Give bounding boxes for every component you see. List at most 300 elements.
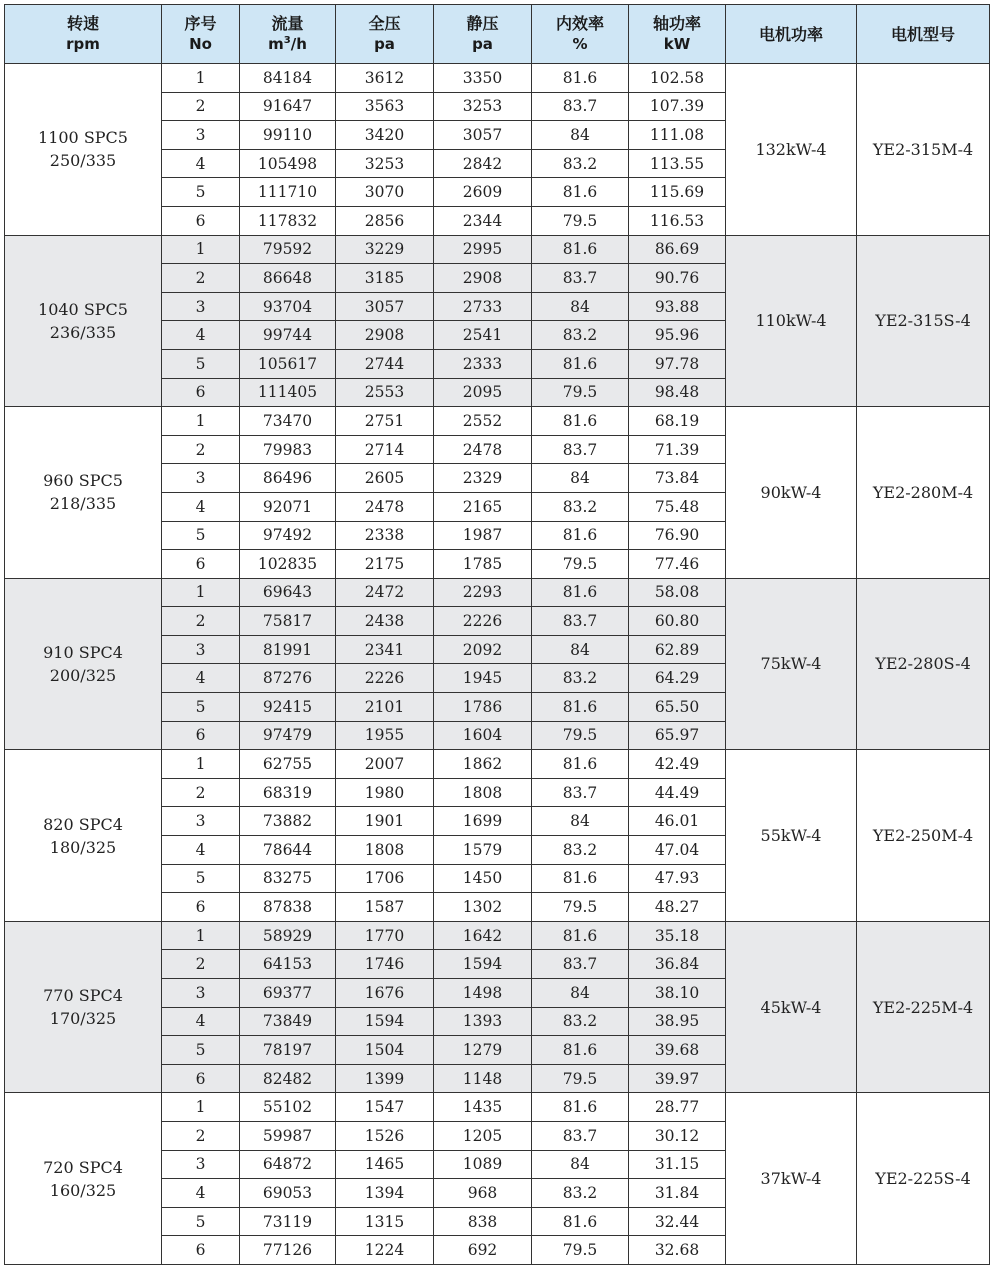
shaft-power-cell: 31.15 xyxy=(629,1150,726,1179)
shaft-power-cell: 65.50 xyxy=(629,693,726,722)
header-shaft-power: 轴功率 kW xyxy=(629,5,726,64)
table-row xyxy=(5,407,990,436)
shaft-power-cell: 44.49 xyxy=(629,778,726,807)
no-cell: 4 xyxy=(162,492,240,521)
shaft-power-cell: 115.69 xyxy=(629,178,726,207)
shaft-power-cell: 28.77 xyxy=(629,1093,726,1122)
model-size-label: 160/325 xyxy=(49,1180,117,1200)
efficiency-cell: 84 xyxy=(532,1150,629,1179)
no-cell: 1 xyxy=(162,407,240,436)
static-pressure-cell: 2552 xyxy=(434,407,532,436)
shaft-power-cell: 64.29 xyxy=(629,664,726,693)
static-pressure-cell: 1945 xyxy=(434,664,532,693)
motor-model-cell: YE2-280M-4 xyxy=(857,407,990,579)
table-row xyxy=(5,750,990,779)
flow-cell: 86496 xyxy=(240,464,336,493)
shaft-power-cell: 60.80 xyxy=(629,607,726,636)
model-size-label: 180/325 xyxy=(49,837,117,857)
flow-cell: 81991 xyxy=(240,635,336,664)
total-pressure-cell: 2856 xyxy=(336,206,434,235)
static-pressure-cell: 1205 xyxy=(434,1121,532,1150)
total-pressure-cell: 2553 xyxy=(336,378,434,407)
shaft-power-cell: 93.88 xyxy=(629,292,726,321)
total-pressure-cell: 1901 xyxy=(336,807,434,836)
flow-cell: 79592 xyxy=(240,235,336,264)
total-pressure-cell: 1399 xyxy=(336,1064,434,1093)
static-pressure-cell: 1808 xyxy=(434,778,532,807)
no-cell: 2 xyxy=(162,778,240,807)
total-pressure-cell: 1706 xyxy=(336,864,434,893)
speed-cell xyxy=(5,1093,162,1265)
static-pressure-cell: 1279 xyxy=(434,1036,532,1065)
header-row xyxy=(5,5,990,64)
speed-cell xyxy=(5,235,162,407)
static-pressure-cell: 1642 xyxy=(434,921,532,950)
motor-model-cell: YE2-315S-4 xyxy=(857,235,990,407)
total-pressure-cell: 2908 xyxy=(336,321,434,350)
model-size-label: 218/335 xyxy=(49,494,117,514)
shaft-power-cell: 38.10 xyxy=(629,979,726,1008)
header-static-pressure: 静压 pa xyxy=(434,5,532,64)
efficiency-cell: 84 xyxy=(532,464,629,493)
static-pressure-cell: 2908 xyxy=(434,264,532,293)
efficiency-cell: 81.6 xyxy=(532,921,629,950)
shaft-power-cell: 39.97 xyxy=(629,1064,726,1093)
efficiency-cell: 81.6 xyxy=(532,1093,629,1122)
static-pressure-cell: 2478 xyxy=(434,435,532,464)
static-pressure-cell: 1987 xyxy=(434,521,532,550)
no-cell: 1 xyxy=(162,235,240,264)
no-cell: 6 xyxy=(162,1236,240,1265)
efficiency-cell: 83.7 xyxy=(532,264,629,293)
total-pressure-cell: 2101 xyxy=(336,693,434,722)
static-pressure-cell: 1498 xyxy=(434,979,532,1008)
header-motor-model: 电机型号 xyxy=(857,5,990,64)
total-pressure-cell: 2175 xyxy=(336,550,434,579)
shaft-power-cell: 47.04 xyxy=(629,836,726,865)
motor-model-cell: YE2-225S-4 xyxy=(857,1093,990,1265)
efficiency-cell: 79.5 xyxy=(532,378,629,407)
flow-cell: 99110 xyxy=(240,121,336,150)
static-pressure-cell: 1579 xyxy=(434,836,532,865)
total-pressure-cell: 1504 xyxy=(336,1036,434,1065)
motor-model-cell: YE2-280S-4 xyxy=(857,578,990,750)
flow-cell: 69377 xyxy=(240,979,336,1008)
efficiency-cell: 81.6 xyxy=(532,235,629,264)
shaft-power-cell: 71.39 xyxy=(629,435,726,464)
motor-model-cell: YE2-315M-4 xyxy=(857,64,990,236)
efficiency-cell: 81.6 xyxy=(532,1036,629,1065)
total-pressure-cell: 1394 xyxy=(336,1179,434,1208)
no-cell: 5 xyxy=(162,178,240,207)
total-pressure-cell: 1676 xyxy=(336,979,434,1008)
flow-cell: 79983 xyxy=(240,435,336,464)
static-pressure-cell: 3253 xyxy=(434,92,532,121)
flow-cell: 92071 xyxy=(240,492,336,521)
efficiency-cell: 83.2 xyxy=(532,321,629,350)
flow-cell: 58929 xyxy=(240,921,336,950)
total-pressure-cell: 1594 xyxy=(336,1007,434,1036)
model-size-label: 236/335 xyxy=(49,322,117,342)
static-pressure-cell: 2733 xyxy=(434,292,532,321)
total-pressure-cell: 1465 xyxy=(336,1150,434,1179)
efficiency-cell: 83.7 xyxy=(532,950,629,979)
efficiency-cell: 83.7 xyxy=(532,778,629,807)
static-pressure-cell: 2344 xyxy=(434,206,532,235)
total-pressure-cell: 3229 xyxy=(336,235,434,264)
total-pressure-cell: 3185 xyxy=(336,264,434,293)
no-cell: 3 xyxy=(162,292,240,321)
motor-power-cell: 45kW-4 xyxy=(726,921,857,1093)
static-pressure-cell: 692 xyxy=(434,1236,532,1265)
no-cell: 3 xyxy=(162,464,240,493)
model-size-label: 250/335 xyxy=(49,151,117,171)
no-cell: 2 xyxy=(162,264,240,293)
flow-cell: 84184 xyxy=(240,64,336,93)
flow-cell: 97479 xyxy=(240,721,336,750)
efficiency-cell: 84 xyxy=(532,292,629,321)
flow-cell: 117832 xyxy=(240,206,336,235)
static-pressure-cell: 1148 xyxy=(434,1064,532,1093)
efficiency-cell: 81.6 xyxy=(532,349,629,378)
total-pressure-cell: 1980 xyxy=(336,778,434,807)
efficiency-cell: 79.5 xyxy=(532,1236,629,1265)
shaft-power-cell: 90.76 xyxy=(629,264,726,293)
total-pressure-cell: 2714 xyxy=(336,435,434,464)
no-cell: 4 xyxy=(162,1179,240,1208)
no-cell: 6 xyxy=(162,1064,240,1093)
flow-cell: 92415 xyxy=(240,693,336,722)
shaft-power-cell: 98.48 xyxy=(629,378,726,407)
speed-cell xyxy=(5,407,162,579)
flow-cell: 99744 xyxy=(240,321,336,350)
shaft-power-cell: 46.01 xyxy=(629,807,726,836)
no-cell: 5 xyxy=(162,521,240,550)
efficiency-cell: 79.5 xyxy=(532,550,629,579)
table-row xyxy=(5,921,990,950)
speed-cell xyxy=(5,64,162,236)
no-cell: 2 xyxy=(162,1121,240,1150)
table-row xyxy=(5,1093,990,1122)
speed-label: 1040 SPC5 xyxy=(38,299,128,319)
shaft-power-cell: 35.18 xyxy=(629,921,726,950)
no-cell: 1 xyxy=(162,578,240,607)
total-pressure-cell: 1770 xyxy=(336,921,434,950)
no-cell: 6 xyxy=(162,893,240,922)
efficiency-cell: 79.5 xyxy=(532,206,629,235)
static-pressure-cell: 1786 xyxy=(434,693,532,722)
no-cell: 5 xyxy=(162,1036,240,1065)
no-cell: 2 xyxy=(162,607,240,636)
speed-label: 910 SPC4 xyxy=(43,642,123,662)
flow-cell: 105498 xyxy=(240,149,336,178)
no-cell: 6 xyxy=(162,206,240,235)
header-total-pressure: 全压 pa xyxy=(336,5,434,64)
motor-power-cell: 90kW-4 xyxy=(726,407,857,579)
static-pressure-cell: 2293 xyxy=(434,578,532,607)
motor-model-cell: YE2-250M-4 xyxy=(857,750,990,922)
efficiency-cell: 84 xyxy=(532,807,629,836)
flow-cell: 105617 xyxy=(240,349,336,378)
static-pressure-cell: 1699 xyxy=(434,807,532,836)
shaft-power-cell: 76.90 xyxy=(629,521,726,550)
efficiency-cell: 81.6 xyxy=(532,407,629,436)
total-pressure-cell: 2478 xyxy=(336,492,434,521)
total-pressure-cell: 2341 xyxy=(336,635,434,664)
total-pressure-cell: 1547 xyxy=(336,1093,434,1122)
static-pressure-cell: 2329 xyxy=(434,464,532,493)
no-cell: 1 xyxy=(162,921,240,950)
shaft-power-cell: 32.68 xyxy=(629,1236,726,1265)
efficiency-cell: 81.6 xyxy=(532,750,629,779)
flow-cell: 82482 xyxy=(240,1064,336,1093)
efficiency-cell: 84 xyxy=(532,979,629,1008)
total-pressure-cell: 1587 xyxy=(336,893,434,922)
efficiency-cell: 83.7 xyxy=(532,1121,629,1150)
speed-cell xyxy=(5,750,162,922)
shaft-power-cell: 68.19 xyxy=(629,407,726,436)
shaft-power-cell: 95.96 xyxy=(629,321,726,350)
no-cell: 3 xyxy=(162,807,240,836)
total-pressure-cell: 2338 xyxy=(336,521,434,550)
flow-cell: 69053 xyxy=(240,1179,336,1208)
total-pressure-cell: 2007 xyxy=(336,750,434,779)
total-pressure-cell: 1808 xyxy=(336,836,434,865)
total-pressure-cell: 2226 xyxy=(336,664,434,693)
shaft-power-cell: 116.53 xyxy=(629,206,726,235)
flow-cell: 111710 xyxy=(240,178,336,207)
no-cell: 5 xyxy=(162,864,240,893)
shaft-power-cell: 77.46 xyxy=(629,550,726,579)
speed-label: 820 SPC4 xyxy=(43,814,123,834)
efficiency-cell: 83.2 xyxy=(532,492,629,521)
speed-label: 770 SPC4 xyxy=(43,986,123,1006)
flow-cell: 93704 xyxy=(240,292,336,321)
flow-cell: 59987 xyxy=(240,1121,336,1150)
shaft-power-cell: 75.48 xyxy=(629,492,726,521)
flow-cell: 73119 xyxy=(240,1207,336,1236)
flow-cell: 64872 xyxy=(240,1150,336,1179)
static-pressure-cell: 2095 xyxy=(434,378,532,407)
efficiency-cell: 79.5 xyxy=(532,721,629,750)
total-pressure-cell: 1315 xyxy=(336,1207,434,1236)
total-pressure-cell: 1955 xyxy=(336,721,434,750)
total-pressure-cell: 3612 xyxy=(336,64,434,93)
flow-cell: 68319 xyxy=(240,778,336,807)
shaft-power-cell: 111.08 xyxy=(629,121,726,150)
fan-performance-table xyxy=(4,4,990,1265)
shaft-power-cell: 73.84 xyxy=(629,464,726,493)
flow-cell: 86648 xyxy=(240,264,336,293)
no-cell: 5 xyxy=(162,349,240,378)
efficiency-cell: 84 xyxy=(532,635,629,664)
flow-cell: 97492 xyxy=(240,521,336,550)
static-pressure-cell: 2609 xyxy=(434,178,532,207)
total-pressure-cell: 3070 xyxy=(336,178,434,207)
motor-power-cell: 132kW-4 xyxy=(726,64,857,236)
flow-cell: 64153 xyxy=(240,950,336,979)
flow-cell: 83275 xyxy=(240,864,336,893)
static-pressure-cell: 2842 xyxy=(434,149,532,178)
no-cell: 6 xyxy=(162,721,240,750)
flow-cell: 75817 xyxy=(240,607,336,636)
motor-power-cell: 55kW-4 xyxy=(726,750,857,922)
no-cell: 2 xyxy=(162,92,240,121)
flow-cell: 91647 xyxy=(240,92,336,121)
efficiency-cell: 83.7 xyxy=(532,435,629,464)
motor-model-cell: YE2-225M-4 xyxy=(857,921,990,1093)
speed-label: 720 SPC4 xyxy=(43,1157,123,1177)
no-cell: 5 xyxy=(162,693,240,722)
static-pressure-cell: 1450 xyxy=(434,864,532,893)
no-cell: 4 xyxy=(162,1007,240,1036)
flow-cell: 69643 xyxy=(240,578,336,607)
efficiency-cell: 79.5 xyxy=(532,1064,629,1093)
shaft-power-cell: 65.97 xyxy=(629,721,726,750)
speed-cell xyxy=(5,578,162,750)
static-pressure-cell: 1435 xyxy=(434,1093,532,1122)
total-pressure-cell: 2605 xyxy=(336,464,434,493)
static-pressure-cell: 3350 xyxy=(434,64,532,93)
speed-cell xyxy=(5,921,162,1093)
shaft-power-cell: 58.08 xyxy=(629,578,726,607)
efficiency-cell: 84 xyxy=(532,121,629,150)
shaft-power-cell: 48.27 xyxy=(629,893,726,922)
table-row xyxy=(5,235,990,264)
efficiency-cell: 81.6 xyxy=(532,521,629,550)
no-cell: 5 xyxy=(162,1207,240,1236)
total-pressure-cell: 2744 xyxy=(336,349,434,378)
shaft-power-cell: 36.84 xyxy=(629,950,726,979)
no-cell: 3 xyxy=(162,121,240,150)
no-cell: 4 xyxy=(162,664,240,693)
no-cell: 2 xyxy=(162,950,240,979)
total-pressure-cell: 3563 xyxy=(336,92,434,121)
shaft-power-cell: 39.68 xyxy=(629,1036,726,1065)
efficiency-cell: 81.6 xyxy=(532,864,629,893)
static-pressure-cell: 2541 xyxy=(434,321,532,350)
efficiency-cell: 83.2 xyxy=(532,149,629,178)
flow-cell: 73470 xyxy=(240,407,336,436)
no-cell: 3 xyxy=(162,1150,240,1179)
total-pressure-cell: 1224 xyxy=(336,1236,434,1265)
shaft-power-cell: 42.49 xyxy=(629,750,726,779)
static-pressure-cell: 1089 xyxy=(434,1150,532,1179)
total-pressure-cell: 1746 xyxy=(336,950,434,979)
shaft-power-cell: 113.55 xyxy=(629,149,726,178)
total-pressure-cell: 1526 xyxy=(336,1121,434,1150)
header-no: 序号 No xyxy=(162,5,240,64)
speed-label: 960 SPC5 xyxy=(43,471,123,491)
no-cell: 2 xyxy=(162,435,240,464)
flow-cell: 73882 xyxy=(240,807,336,836)
shaft-power-cell: 47.93 xyxy=(629,864,726,893)
efficiency-cell: 81.6 xyxy=(532,578,629,607)
shaft-power-cell: 102.58 xyxy=(629,64,726,93)
model-size-label: 170/325 xyxy=(49,1009,117,1029)
no-cell: 3 xyxy=(162,979,240,1008)
motor-power-cell: 110kW-4 xyxy=(726,235,857,407)
static-pressure-cell: 2092 xyxy=(434,635,532,664)
shaft-power-cell: 97.78 xyxy=(629,349,726,378)
no-cell: 4 xyxy=(162,321,240,350)
table-row xyxy=(5,64,990,93)
flow-cell: 78197 xyxy=(240,1036,336,1065)
header-speed: 转速 rpm xyxy=(5,5,162,64)
no-cell: 1 xyxy=(162,64,240,93)
efficiency-cell: 83.7 xyxy=(532,92,629,121)
flow-cell: 87276 xyxy=(240,664,336,693)
static-pressure-cell: 3057 xyxy=(434,121,532,150)
static-pressure-cell: 968 xyxy=(434,1179,532,1208)
efficiency-cell: 83.2 xyxy=(532,664,629,693)
total-pressure-cell: 3253 xyxy=(336,149,434,178)
static-pressure-cell: 1604 xyxy=(434,721,532,750)
shaft-power-cell: 107.39 xyxy=(629,92,726,121)
flow-cell: 111405 xyxy=(240,378,336,407)
static-pressure-cell: 1302 xyxy=(434,893,532,922)
total-pressure-cell: 2438 xyxy=(336,607,434,636)
static-pressure-cell: 2165 xyxy=(434,492,532,521)
efficiency-cell: 81.6 xyxy=(532,178,629,207)
model-size-label: 200/325 xyxy=(49,665,117,685)
efficiency-cell: 83.2 xyxy=(532,836,629,865)
static-pressure-cell: 1393 xyxy=(434,1007,532,1036)
flow-cell: 55102 xyxy=(240,1093,336,1122)
no-cell: 4 xyxy=(162,149,240,178)
efficiency-cell: 81.6 xyxy=(532,1207,629,1236)
flow-cell: 78644 xyxy=(240,836,336,865)
no-cell: 4 xyxy=(162,836,240,865)
efficiency-cell: 83.2 xyxy=(532,1179,629,1208)
total-pressure-cell: 3420 xyxy=(336,121,434,150)
header-efficiency: 内效率 % xyxy=(532,5,629,64)
shaft-power-cell: 30.12 xyxy=(629,1121,726,1150)
shaft-power-cell: 31.84 xyxy=(629,1179,726,1208)
static-pressure-cell: 2995 xyxy=(434,235,532,264)
static-pressure-cell: 838 xyxy=(434,1207,532,1236)
shaft-power-cell: 32.44 xyxy=(629,1207,726,1236)
table-row xyxy=(5,578,990,607)
motor-power-cell: 75kW-4 xyxy=(726,578,857,750)
efficiency-cell: 81.6 xyxy=(532,64,629,93)
static-pressure-cell: 1594 xyxy=(434,950,532,979)
total-pressure-cell: 3057 xyxy=(336,292,434,321)
static-pressure-cell: 2333 xyxy=(434,349,532,378)
shaft-power-cell: 86.69 xyxy=(629,235,726,264)
no-cell: 6 xyxy=(162,378,240,407)
header-flow: 流量 $m^3/h$ xyxy=(240,5,336,64)
flow-cell: 73849 xyxy=(240,1007,336,1036)
no-cell: 3 xyxy=(162,635,240,664)
flow-cell: 62755 xyxy=(240,750,336,779)
no-cell: 6 xyxy=(162,550,240,579)
header-motor-power: 电机功率 xyxy=(726,5,857,64)
no-cell: 1 xyxy=(162,750,240,779)
total-pressure-cell: 2472 xyxy=(336,578,434,607)
efficiency-cell: 81.6 xyxy=(532,693,629,722)
static-pressure-cell: 1862 xyxy=(434,750,532,779)
shaft-power-cell: 38.95 xyxy=(629,1007,726,1036)
total-pressure-cell: 2751 xyxy=(336,407,434,436)
efficiency-cell: 79.5 xyxy=(532,893,629,922)
flow-cell: 77126 xyxy=(240,1236,336,1265)
static-pressure-cell: 2226 xyxy=(434,607,532,636)
efficiency-cell: 83.7 xyxy=(532,607,629,636)
flow-cell: 87838 xyxy=(240,893,336,922)
flow-cell: 102835 xyxy=(240,550,336,579)
shaft-power-cell: 62.89 xyxy=(629,635,726,664)
